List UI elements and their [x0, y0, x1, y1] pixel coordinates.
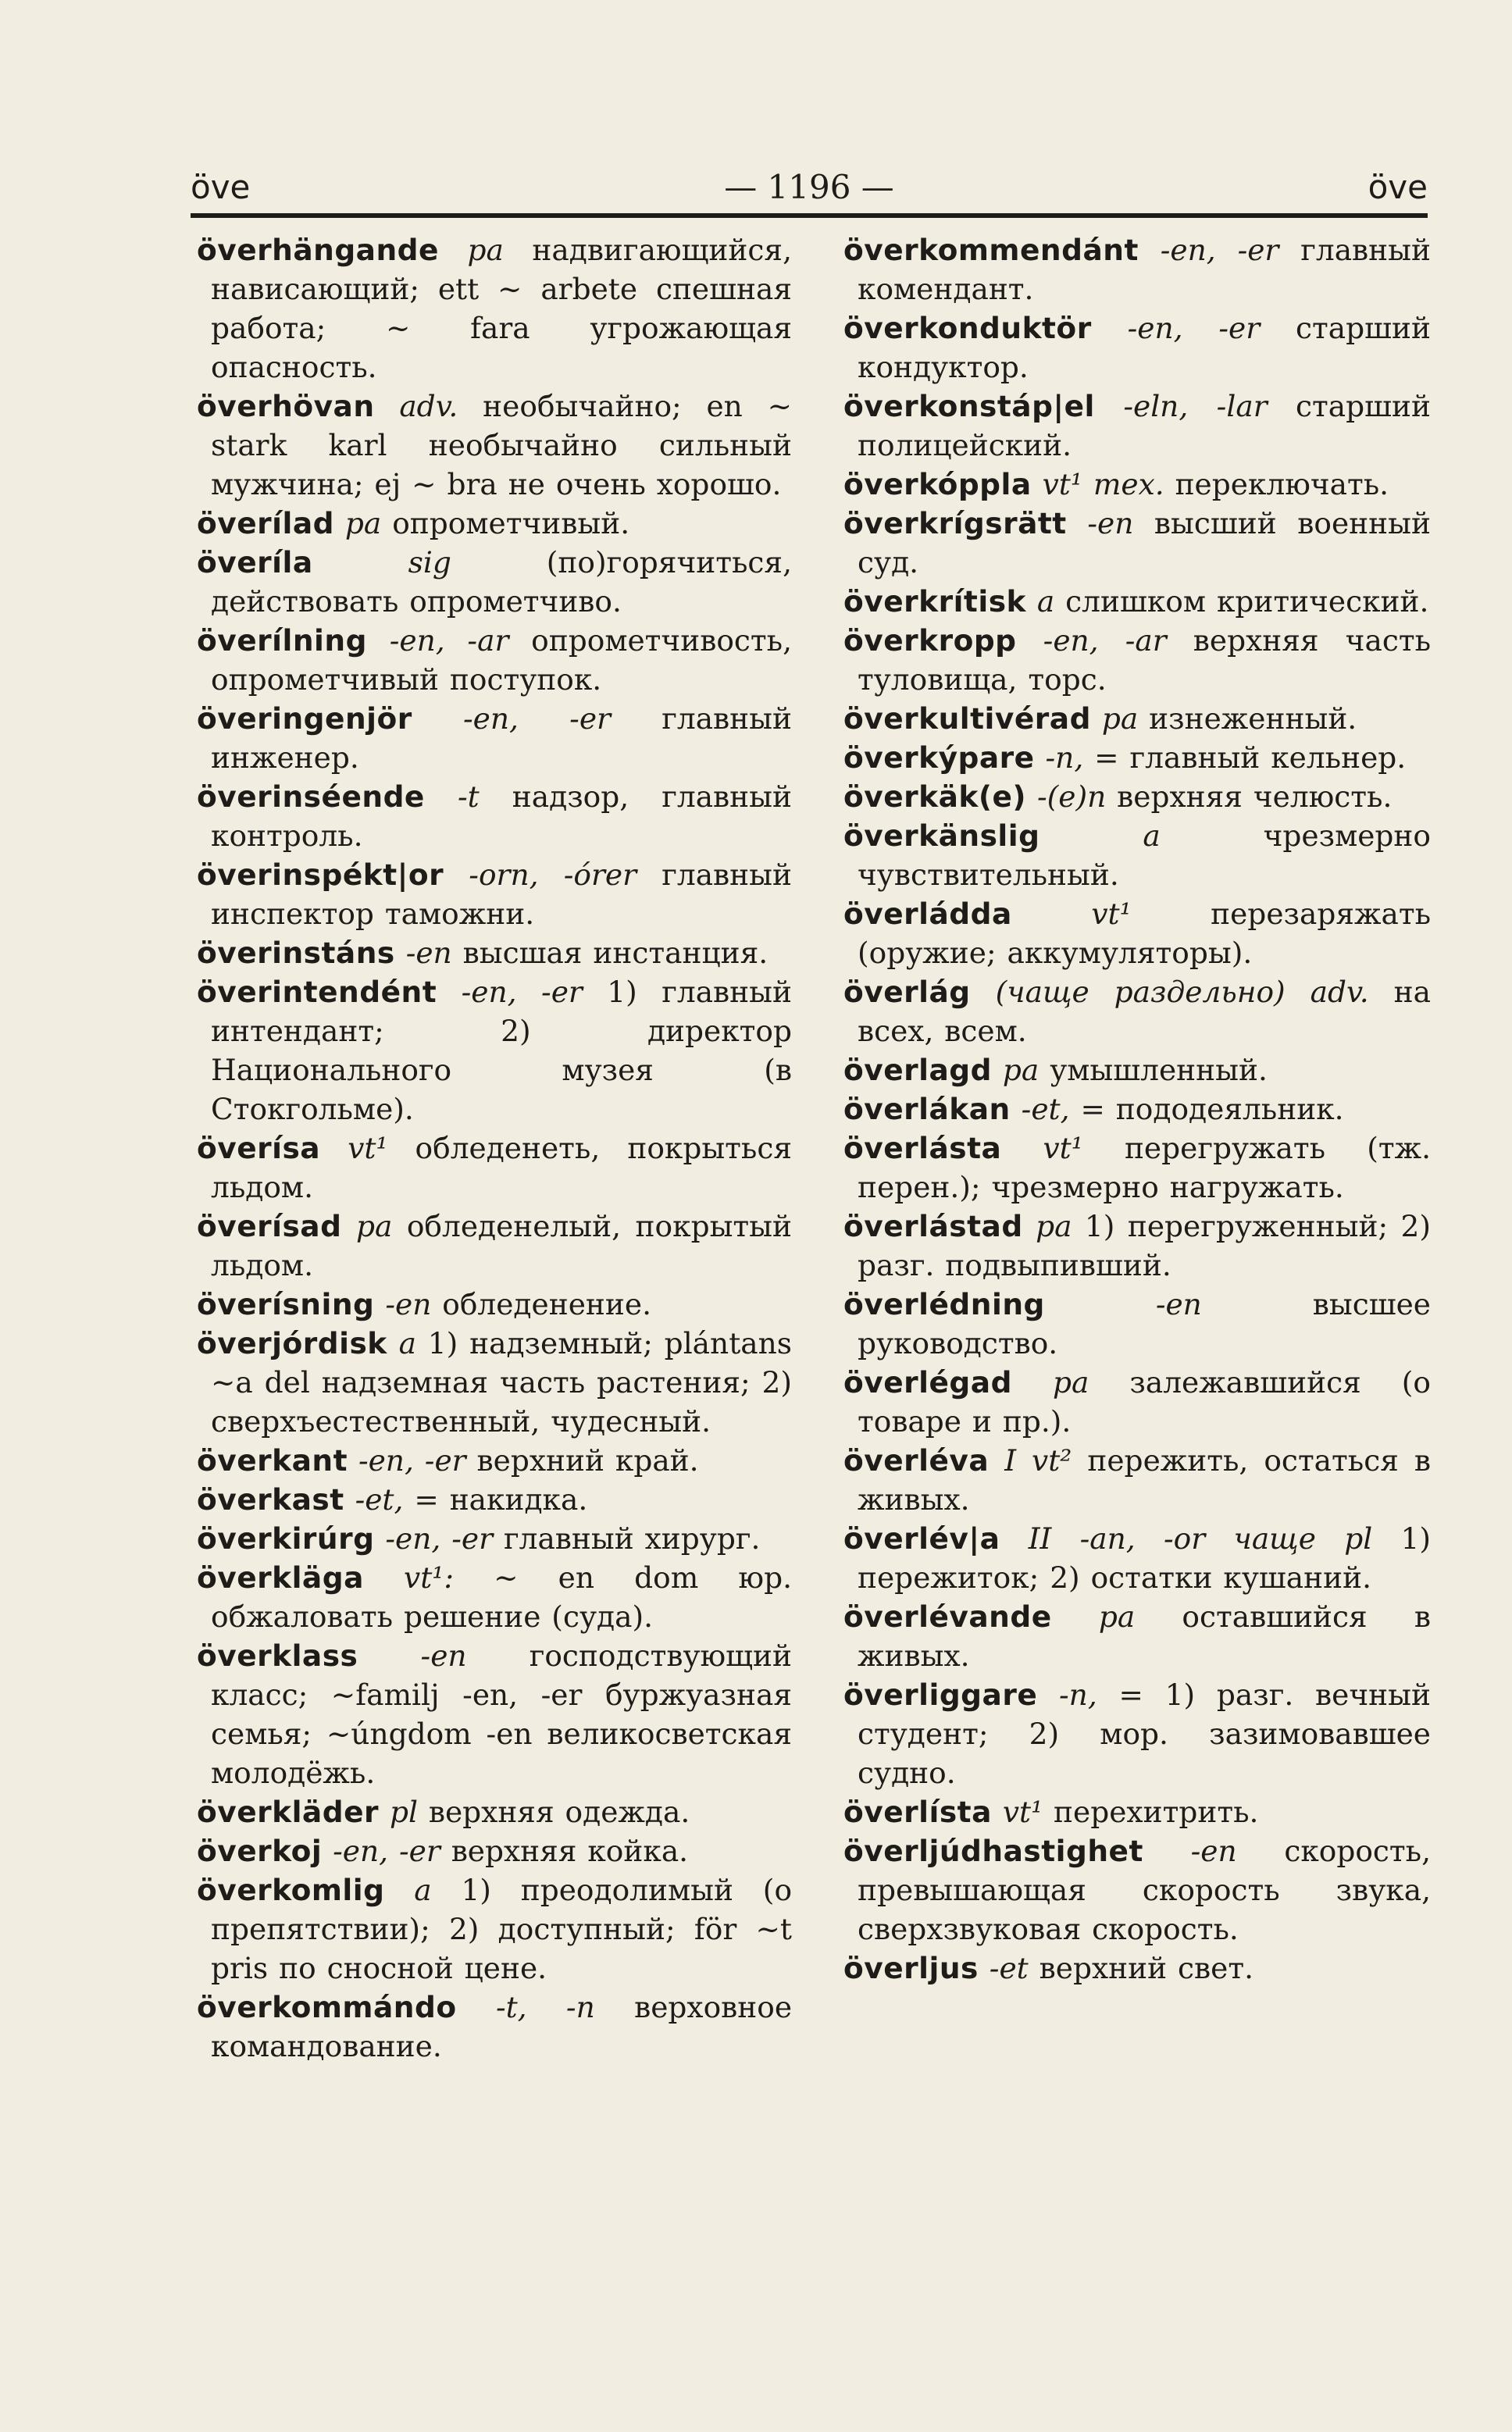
entry-definition: верхняя часть туловища, торс.	[858, 623, 1431, 697]
entry-grammar: -et, =	[1021, 1092, 1105, 1126]
dictionary-entry	[843, 972, 1431, 1050]
entry-definition: высшее руководство.	[858, 1287, 1431, 1360]
entry-headword: överísad	[197, 1209, 342, 1243]
entry-grammar: vt¹ тех.	[1042, 467, 1164, 501]
entry-definition: высший военный суд.	[858, 506, 1432, 579]
entry-definition: главный кельнер.	[1129, 740, 1407, 775]
entry-grammar: pa	[467, 233, 504, 267]
entry-headword: överinspékt|or	[197, 858, 444, 892]
entry-headword: överingenjör	[197, 701, 412, 736]
entry-grammar: adv.	[399, 389, 458, 423]
entry-grammar: a	[1143, 818, 1161, 853]
entry-headword: överlákan	[843, 1092, 1011, 1126]
dictionary-entry	[843, 777, 1431, 816]
entry-headword: överkant	[197, 1443, 348, 1478]
dictionary-entry	[197, 1285, 792, 1324]
entry-headword: överkast	[197, 1482, 344, 1517]
dictionary-entry	[197, 1831, 792, 1870]
entry-headword: överkrígsrätt	[843, 506, 1067, 540]
entry-grammar: -en, -ar	[389, 623, 509, 658]
entry-grammar: -(e)n	[1036, 779, 1107, 814]
entry-headword: överkäk(e)	[843, 779, 1027, 814]
entry-grammar: a	[398, 1326, 416, 1360]
dictionary-entry	[197, 1480, 792, 1519]
dictionary-entry	[843, 1675, 1431, 1792]
entry-definition: надзор, главный контроль.	[211, 779, 793, 853]
dictionary-entry	[197, 933, 792, 972]
dictionary-entry	[197, 777, 792, 855]
dictionary-entry	[843, 387, 1431, 465]
entry-headword: överkläder	[197, 1795, 380, 1829]
entry-headword: överlévande	[843, 1599, 1052, 1634]
dictionary-entry	[843, 894, 1431, 972]
entry-definition: старший кондуктор.	[858, 311, 1432, 384]
entry-headword: överinséende	[197, 779, 425, 814]
entry-grammar: -en	[1087, 506, 1134, 540]
header-rule	[191, 213, 1428, 218]
dictionary-entry	[843, 816, 1431, 894]
entry-headword: överkrítisk	[843, 584, 1026, 619]
entry-grammar: -en, -er	[1127, 311, 1261, 345]
dictionary-entry	[197, 1441, 792, 1480]
entry-grammar: -en	[1190, 1834, 1237, 1868]
entry-grammar: II -an, -or чаще pl	[1028, 1521, 1373, 1556]
entry-headword: överjórdisk	[197, 1326, 387, 1360]
entry-headword: överkänslig	[843, 818, 1040, 853]
entry-grammar: -eln, -lar	[1123, 389, 1268, 423]
entry-grammar: I vt²	[1004, 1443, 1072, 1478]
entry-definition: переключать.	[1175, 467, 1389, 501]
entry-definition: 1) преодолимый (о препятствии); 2) доступный; för ~t pris по сносной цене.	[211, 1873, 793, 1985]
right-column	[843, 230, 1431, 1988]
entry-grammar: pl	[389, 1795, 418, 1829]
entry-definition: главный инженер.	[211, 701, 792, 775]
entry-grammar: -en	[405, 936, 452, 970]
entry-headword: överlásta	[843, 1131, 1002, 1165]
entry-headword: överíla	[197, 545, 313, 579]
entry-headword: överísa	[197, 1131, 321, 1165]
entry-headword: överísning	[197, 1287, 375, 1321]
entry-definition: скорость, превышающая скорость звука, сверхзвуковая скорость.	[858, 1834, 1431, 1946]
entry-grammar: -en, -er	[1160, 233, 1279, 267]
entry-headword: överkonstáp|el	[843, 389, 1095, 423]
entry-headword: överléva	[843, 1443, 990, 1478]
dictionary-entry	[197, 1870, 792, 1988]
entry-definition: главный комендант.	[858, 233, 1432, 306]
entry-headword: överlástad	[843, 1209, 1023, 1243]
entry-definition: верхняя челюсть.	[1117, 779, 1393, 814]
entry-headword: överkultivérad	[843, 701, 1091, 736]
dictionary-entry	[843, 1949, 1431, 1988]
dictionary-entry	[197, 699, 792, 777]
entry-headword: överlagd	[843, 1053, 992, 1087]
entry-grammar: -t, -n	[495, 1990, 595, 2024]
dictionary-entry	[843, 504, 1431, 582]
entry-headword: överkoj	[197, 1834, 323, 1868]
entry-definition: слишком критический.	[1065, 584, 1429, 619]
dictionary-entry	[197, 855, 792, 933]
dictionary-entry	[843, 230, 1431, 308]
entry-definition: пережить, остаться в живых.	[858, 1443, 1432, 1517]
entry-definition: пододеяльник.	[1115, 1092, 1344, 1126]
dictionary-entry	[843, 582, 1431, 621]
entry-grammar: -en	[1155, 1287, 1202, 1321]
dictionary-entry	[197, 543, 792, 621]
entry-grammar: -en, -er	[461, 975, 583, 1009]
entry-headword: överílning	[197, 623, 367, 658]
entry-definition: обледенелый, покрытый льдом.	[211, 1209, 793, 1282]
entry-headword: överkonduktör	[843, 311, 1092, 345]
entry-headword: överládda	[843, 897, 1012, 931]
dictionary-entry	[843, 1050, 1431, 1089]
entry-definition: ~ en dom юр. обжаловать решение (суда).	[211, 1560, 792, 1634]
left-column	[197, 230, 792, 2066]
entry-grammar: -en, -er	[385, 1521, 494, 1556]
dictionary-entry	[843, 738, 1431, 777]
entry-grammar: vt¹	[348, 1131, 388, 1165]
entry-headword: överkóppla	[843, 467, 1032, 501]
dictionary-entry	[197, 1324, 792, 1441]
entry-definition: перегружать (тж. перен.); чрезмерно нагружать.	[858, 1131, 1431, 1204]
entry-headword: överlégad	[843, 1365, 1012, 1400]
dictionary-entry	[843, 1831, 1431, 1949]
entry-definition: перезаряжать (оружие; аккумуляторы).	[858, 897, 1431, 970]
dictionary-entry	[197, 1558, 792, 1636]
entry-definition: главный хирург.	[503, 1521, 761, 1556]
dictionary-entry	[843, 699, 1431, 738]
entry-headword: överljúdhastighet	[843, 1834, 1143, 1868]
entry-definition: опрометчивость, опрометчивый поступок.	[211, 623, 792, 697]
dictionary-entry	[197, 972, 792, 1129]
entry-definition: оставшийся в живых.	[858, 1599, 1432, 1673]
entry-grammar: -en, -er	[463, 701, 611, 736]
entry-grammar: pa	[1002, 1053, 1040, 1087]
entry-grammar: vt¹	[1043, 1131, 1083, 1165]
dictionary-entry	[197, 1519, 792, 1558]
entry-grammar: vt¹:	[404, 1560, 454, 1595]
entry-headword: överlág	[843, 975, 971, 1009]
entry-definition: (по)горячиться, действовать опрометчиво.	[211, 545, 792, 619]
entry-grammar: -orn, -órer	[469, 858, 637, 892]
page-header	[191, 164, 1428, 211]
entry-definition: накидка.	[449, 1482, 588, 1517]
entry-definition: верхняя койка.	[451, 1834, 689, 1868]
dictionary-entry	[843, 1129, 1431, 1207]
dictionary-entry	[843, 1207, 1431, 1285]
entry-definition: надвигающийся, нависающий; ett ~ arbete спешная работа; ~ fara угрожающая опасность.	[211, 233, 793, 384]
entry-grammar: pa	[344, 506, 382, 540]
entry-grammar: vt¹	[1091, 897, 1132, 931]
entry-headword: överhängande	[197, 233, 439, 267]
entry-headword: överkomlig	[197, 1873, 385, 1907]
entry-headword: överkýpare	[843, 740, 1035, 775]
entry-grammar: -en, -er	[333, 1834, 440, 1868]
dictionary-entry	[197, 1636, 792, 1792]
dictionary-entry	[843, 1441, 1431, 1519]
dictionary-entry	[843, 1519, 1431, 1597]
entry-grammar: pa	[355, 1209, 393, 1243]
entry-headword: överinstáns	[197, 936, 395, 970]
entry-headword: överhövan	[197, 389, 375, 423]
entry-definition: чрезмерно чувствительный.	[858, 818, 1432, 892]
entry-definition: господствующий класс; ~familj -en, -er буржуазная семья; ~úngdom -en великосветская молодёжь.	[211, 1639, 793, 1790]
entry-definition: 1) пережиток; 2) остатки кушаний.	[858, 1521, 1432, 1595]
dictionary-entry	[843, 1363, 1431, 1441]
entry-definition: старший полицейский.	[858, 389, 1432, 462]
dictionary-entry	[197, 1207, 792, 1285]
entry-headword: överlédning	[843, 1287, 1045, 1321]
dictionary-entry	[197, 230, 792, 387]
entry-headword: överljus	[843, 1951, 979, 1985]
entry-grammar: pa	[1101, 701, 1139, 736]
entry-grammar: (чаще раздельно) adv.	[995, 975, 1369, 1009]
dictionary-entry	[197, 1988, 792, 2066]
entry-grammar: -et, =	[355, 1482, 439, 1517]
entry-definition: опрометчивый.	[392, 506, 630, 540]
entry-grammar: pa	[1036, 1209, 1072, 1243]
entry-definition: обледенение.	[442, 1287, 652, 1321]
entry-definition: умышленный.	[1050, 1053, 1268, 1087]
entry-grammar: -en, -er	[358, 1443, 466, 1478]
entry-definition: верхний край.	[476, 1443, 699, 1478]
entry-headword: överkommándo	[197, 1990, 457, 2024]
entry-grammar: pa	[1052, 1365, 1089, 1400]
dictionary-entry	[843, 1792, 1431, 1831]
entry-definition: 1) главный интендант; 2) директор Национального музея (в Стокгольме).	[211, 975, 793, 1126]
entry-definition: изнеженный.	[1149, 701, 1357, 736]
dictionary-entry	[843, 621, 1431, 699]
entry-headword: överkläga	[197, 1560, 364, 1595]
entry-grammar: a	[1036, 584, 1055, 619]
entry-headword: överlév|a	[843, 1521, 1000, 1556]
dictionary-entry	[197, 1792, 792, 1831]
entry-definition: главный инспектор таможни.	[211, 858, 792, 931]
entry-grammar: -t	[457, 779, 480, 814]
entry-grammar: -en, -ar	[1043, 623, 1167, 658]
entry-headword: överílad	[197, 506, 334, 540]
entry-grammar: -et	[989, 1951, 1029, 1985]
entry-definition: верхняя одежда.	[428, 1795, 690, 1829]
dictionary-entry	[843, 1597, 1431, 1675]
dictionary-entry	[843, 1285, 1431, 1363]
dictionary-entry	[843, 465, 1431, 504]
entry-definition: 1) разг. вечный студент; 2) мор. зазимовавшее судно.	[858, 1678, 1431, 1790]
entry-grammar: vt¹	[1002, 1795, 1043, 1829]
dictionary-entry	[197, 504, 792, 543]
entry-definition: верхний свет.	[1039, 1951, 1253, 1985]
entry-definition: перехитрить.	[1054, 1795, 1259, 1829]
entry-grammar: a	[414, 1873, 432, 1907]
entry-grammar: -n, =	[1045, 740, 1119, 775]
entry-definition: 1) перегруженный; 2) разг. подвыпивший.	[858, 1209, 1431, 1282]
entry-definition: высшая инстанция.	[462, 936, 768, 970]
entry-headword: överkropp	[843, 623, 1017, 658]
entry-headword: överkirúrg	[197, 1521, 375, 1556]
entry-headword: överklass	[197, 1639, 358, 1673]
running-head-left: öve	[191, 168, 251, 206]
running-head-right: öve	[1368, 168, 1428, 206]
entry-grammar: pa	[1098, 1599, 1136, 1634]
entry-definition: залежавшийся (о товаре и пр.).	[858, 1365, 1431, 1439]
dictionary-entry	[197, 1129, 792, 1207]
entry-grammar: -en	[420, 1639, 467, 1673]
dictionary-entry	[197, 387, 792, 504]
entry-headword: överkommendánt	[843, 233, 1139, 267]
entry-definition: необычайно; en ~ stark karl необычайно сильный мужчина; ej ~ bra не очень хорошо.	[211, 389, 792, 501]
entry-definition: 1) надземный; plántans ~a del надземная часть растения; 2) сверхъестественный, чудесный.	[211, 1326, 793, 1439]
dictionary-entry	[197, 621, 792, 699]
entry-grammar: sig	[408, 545, 451, 579]
page-number: — 1196 —	[724, 168, 894, 206]
entry-definition: на всех, всем.	[858, 975, 1432, 1048]
entry-headword: överintendént	[197, 975, 437, 1009]
entry-definition: обледенеть, покрыться льдом.	[211, 1131, 793, 1204]
entry-grammar: -n, =	[1059, 1678, 1143, 1712]
dictionary-entry	[843, 308, 1431, 387]
entry-headword: överliggare	[843, 1678, 1038, 1712]
entry-grammar: -en	[385, 1287, 432, 1321]
dictionary-entry	[843, 1089, 1431, 1129]
entry-headword: överlísta	[843, 1795, 992, 1829]
entry-definition: верховное командование.	[211, 1990, 793, 2063]
